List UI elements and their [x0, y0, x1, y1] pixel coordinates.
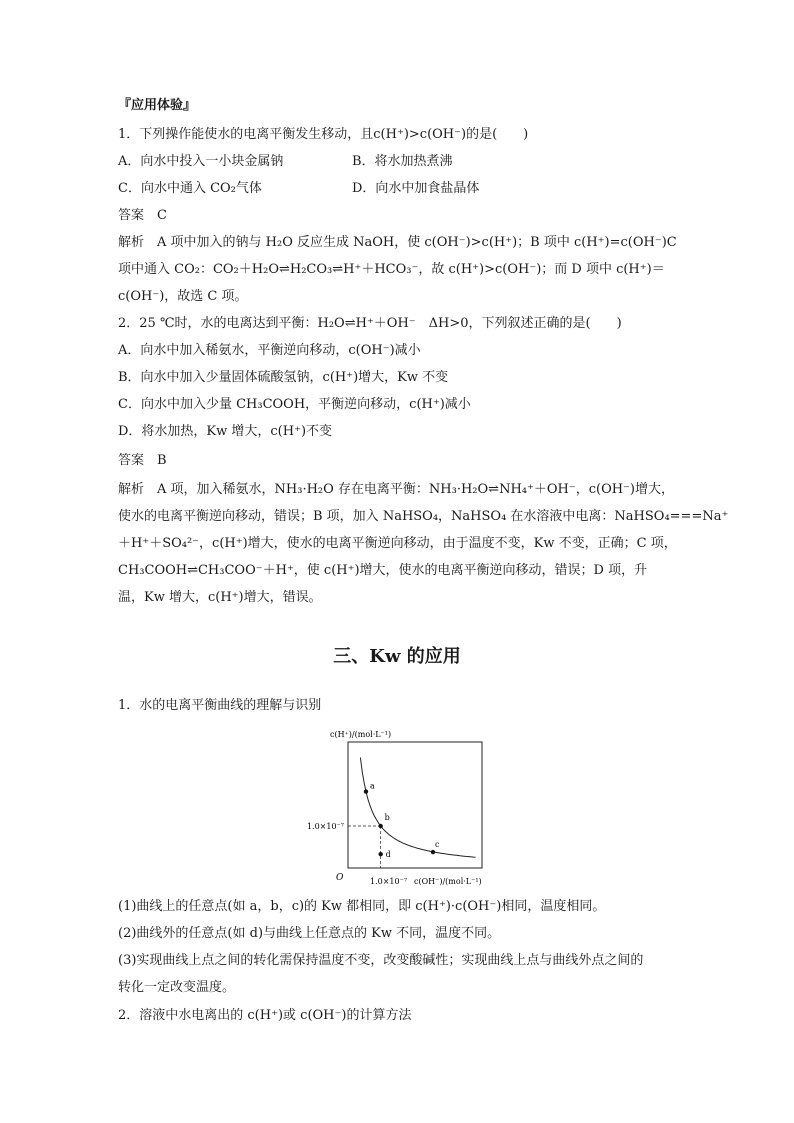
explanation-line-1: (1)曲线上的任意点(如 a，b，c)的 Kw 都相同，即 c(H⁺)·c(OH⁻)相同，温度相同。	[118, 899, 606, 914]
plot-frame	[348, 742, 482, 868]
explanation-line-3: (3)实现曲线上点之间的转化需保持温度不变，改变酸碱性；实现曲线上点与曲线外点之间的	[118, 953, 644, 968]
q1-option-c: C．向水中通入 CO₂气体	[118, 181, 262, 196]
water-ionization-curve-chart	[290, 722, 510, 890]
q1-analysis-line: 项中通入 CO₂：CO₂＋H₂O⇌H₂CO₃⇌H⁺＋HCO₃⁻，故 c(H⁺)>c(OH⁻)；而 D 项中 c(H⁺)＝	[118, 262, 665, 277]
point-c	[431, 850, 435, 854]
subsection-1-title: 1．水的电离平衡曲线的理解与识别	[118, 698, 322, 713]
point-b	[378, 824, 382, 828]
q1-answer: 答案 C	[118, 208, 167, 223]
q1-stem: 1．下列操作能使水的电离平衡发生移动，且c(H⁺)>c(OH⁻)的是( )	[118, 127, 529, 142]
q2-analysis-line: CH₃COOH⇌CH₃COO⁻＋H⁺，使 c(H⁺)增大，使水的电离平衡逆向移动，错误；D 项，升	[118, 563, 648, 578]
point-label-d: d	[385, 850, 391, 860]
q2-analysis-line: 使水的电离平衡逆向移动，错误；B 项，加入 NaHSO₄，NaHSO₄ 在水溶液中电离：NaHSO₄===Na⁺	[118, 509, 729, 524]
origin-label: O	[336, 873, 344, 883]
q2-option-c: C．向水中加入少量 CH₃COOH，平衡逆向移动，c(H⁺)减小	[118, 397, 471, 412]
equilibrium-curve	[360, 758, 475, 858]
point-d	[378, 852, 382, 856]
q1-option-a: A．向水中投入一小块金属钠	[118, 154, 284, 169]
y-tick-label: 1.0×10⁻⁷	[306, 822, 344, 831]
q2-analysis-line: 温，Kw 增大，c(H⁺)增大，错误。	[118, 590, 322, 605]
q2-analysis-line: 解析 A 项，加入稀氨水，NH₃·H₂O 存在电离平衡：NH₃·H₂O⇌NH₄⁺＋OH⁻，c(OH⁻)增大，	[118, 482, 674, 497]
q1-analysis-line: 解析 A 项中加入的钠与 H₂O 反应生成 NaOH，使 c(OH⁻)>c(H⁺)；B 项中 c(H⁺)=c(OH⁻)C	[118, 235, 677, 250]
q2-option-d: D．将水加热，Kw 增大，c(H⁺)不变	[118, 424, 333, 439]
subsection-2-title: 2．溶液中水电离出的 c(H⁺)或 c(OH⁻)的计算方法	[118, 1008, 412, 1023]
y-axis-label: c(H⁺)/(mol·L⁻¹)	[330, 730, 392, 739]
q1-option-b: B．将水加热煮沸	[352, 154, 453, 169]
section-3-title: 三、Kw 的应用	[333, 646, 461, 667]
point-label-a: a	[369, 781, 375, 791]
q1-analysis-line: c(OH⁻)，故选 C 项。	[118, 289, 248, 304]
q1-option-d: D．向水中加食盐晶体	[352, 181, 480, 196]
q2-answer: 答案 B	[118, 453, 167, 468]
q2-analysis-line: ＋H⁺＋SO₄²⁻，c(H⁺)增大，使水的电离平衡逆向移动，由于温度不变，Kw 不变，正确；C 项，	[118, 536, 677, 551]
point-a	[364, 789, 368, 793]
q2-option-a: A．向水中加入稀氨水，平衡逆向移动，c(OH⁻)减小	[118, 343, 421, 358]
x-tick-label: 1.0×10⁻⁷	[370, 877, 408, 886]
point-label-c: c	[434, 840, 440, 850]
q2-stem: 2．25 ℃时，水的电离达到平衡：H₂O⇌H⁺＋OH⁻ ΔH>0，下列叙述正确的是( )	[118, 316, 622, 331]
point-label-b: b	[384, 813, 390, 822]
explanation-line-4: 转化一定改变温度。	[118, 980, 236, 995]
q2-option-b: B．向水中加入少量固体硫酸氢钠，c(H⁺)增大，Kw 不变	[118, 370, 449, 385]
x-axis-label: c(OH⁻)/(mol·L⁻¹)	[414, 877, 482, 886]
section-header: 『应用体验』	[118, 98, 197, 113]
explanation-line-2: (2)曲线外的任意点(如 d)与曲线上任意点的 Kw 不同，温度不同。	[118, 926, 501, 941]
